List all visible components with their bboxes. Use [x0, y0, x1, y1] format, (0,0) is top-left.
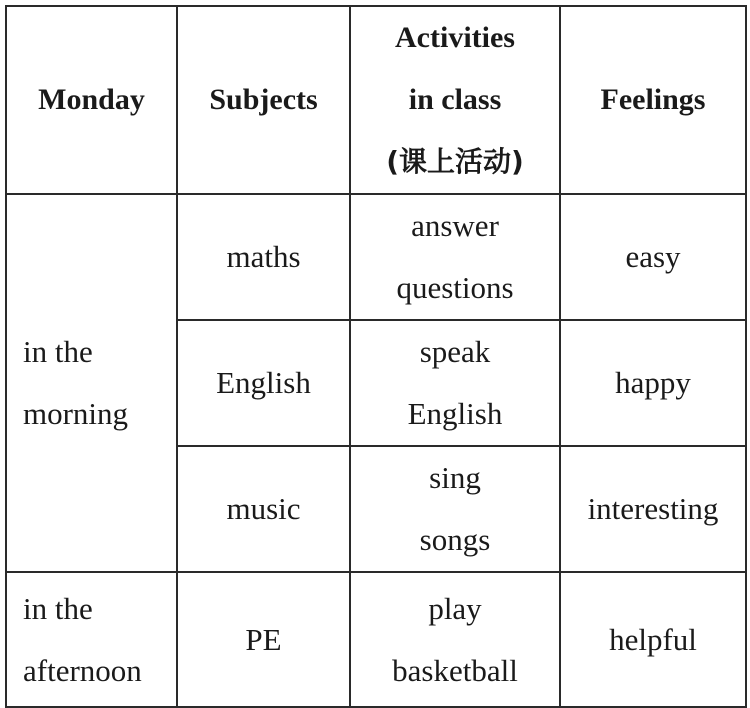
header-activities	[350, 6, 560, 194]
feeling-cell: easy	[560, 194, 746, 320]
header-feelings: Feelings	[560, 6, 746, 194]
activity-cell	[350, 320, 560, 446]
period-afternoon-line1: in the	[23, 590, 93, 626]
activity-cell	[350, 194, 560, 320]
activity-line1: play	[428, 590, 482, 626]
period-morning	[6, 194, 177, 572]
feeling-cell: helpful	[560, 572, 746, 707]
period-morning-line1: in the	[23, 334, 93, 369]
table-row	[6, 194, 746, 320]
activity-line2: basketball	[392, 652, 518, 688]
period-morning-line2: morning	[23, 396, 129, 431]
period-afternoon-line2: afternoon	[23, 652, 142, 688]
header-day: Monday	[6, 6, 177, 194]
activity-line2: questions	[396, 270, 514, 305]
header-subjects: Subjects	[177, 6, 350, 194]
subject-cell: PE	[177, 572, 350, 707]
subject-cell: maths	[177, 194, 350, 320]
feeling-cell: happy	[560, 320, 746, 446]
subject-cell: music	[177, 446, 350, 572]
header-row	[6, 6, 746, 194]
subject-cell: English	[177, 320, 350, 446]
header-activities-line3: (课上活动)	[386, 145, 524, 178]
table-row	[6, 572, 746, 707]
activity-line1: answer	[411, 208, 499, 243]
activity-line2: English	[407, 396, 503, 431]
monday-schedule-table	[5, 5, 747, 708]
period-afternoon	[6, 572, 177, 707]
activity-line2: songs	[419, 522, 491, 557]
activity-line1: speak	[419, 334, 491, 369]
activity-cell	[350, 446, 560, 572]
activity-line1: sing	[429, 460, 481, 495]
feeling-cell: interesting	[560, 446, 746, 572]
activity-cell	[350, 572, 560, 707]
header-activities-line1: Activities	[395, 21, 515, 54]
header-activities-line2: in class	[408, 83, 502, 116]
